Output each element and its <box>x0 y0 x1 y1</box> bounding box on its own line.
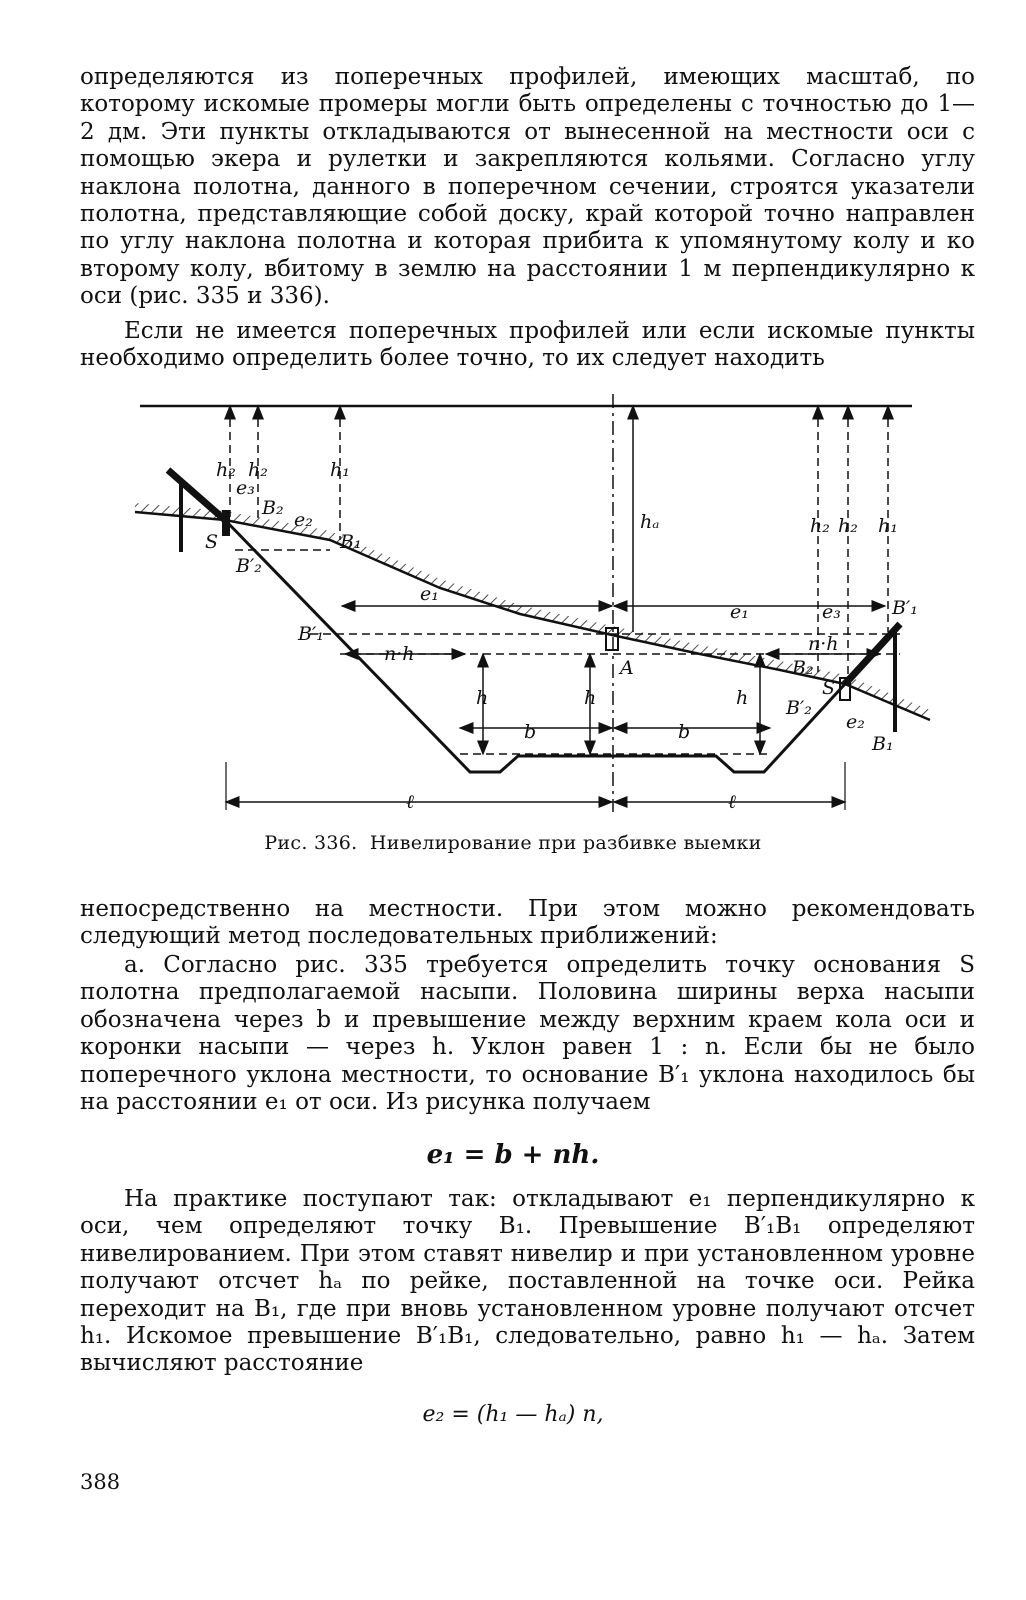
label-h2-right-2: h₂ <box>838 515 858 537</box>
paragraph-1: определяются из поперечных профилей, имеющих масштаб, по которому искомые промеры могли быть определены с точностью до 1—2 дм. Эти пункты откладываются от вынесенной на местности оси с помощью экера и рулетки и закрепляются кольями. Согласно углу наклона полотна, данного в поперечном сечении, строятся указатели полотна, представляющие собой доску, край которой точно направлен по углу наклона полотна и которая прибита к упомянутому колу и ко второму колу, вбитому в землю на расстоянии 1 м перпендикулярно к оси (рис. 335 и 336). <box>80 64 975 310</box>
label-e3-left: e₃ <box>236 477 255 499</box>
figure-caption <box>0 832 1026 854</box>
figure-number: Рис. 336. <box>264 832 358 854</box>
label-h-center: h <box>584 687 597 709</box>
formula-e2: e₂ = (h₁ — hₐ) n, <box>422 1402 604 1427</box>
label-B2p-right: B′₂ <box>786 697 812 719</box>
label-nh-right: n·h <box>808 633 839 655</box>
label-B1p-left: B′₁ <box>298 623 324 645</box>
label-e1-right: e₁ <box>730 601 749 623</box>
label-h1-left: h₁ <box>330 459 350 481</box>
label-l-left: ℓ <box>406 791 414 812</box>
label-B1-right: B₁ <box>872 733 894 755</box>
label-h1-right: h₁ <box>878 515 898 537</box>
paragraph-2: Если не имеется поперечных профилей или если искомые пункты необходимо определить более точно, то их следует находить <box>80 318 975 372</box>
figure-caption-text: Нивелирование при разбивке выемки <box>369 832 762 854</box>
label-S-left: S <box>205 531 219 553</box>
label-e2-right: e₂ <box>846 711 865 733</box>
label-ha: hₐ <box>640 511 660 533</box>
paragraph-3: непосредственно на местности. При этом можно рекомендовать следующий метод последовательных приближений: <box>80 896 975 950</box>
page-number: 388 <box>80 1470 121 1494</box>
label-e1-left: e₁ <box>420 583 439 605</box>
label-e3-right: e₃ <box>822 601 841 623</box>
label-h2-left-2: h₂ <box>248 459 268 481</box>
label-e2-left: e₂ <box>294 509 313 531</box>
label-B2p-left: B′₂ <box>236 555 262 577</box>
label-b-right: b <box>678 721 691 743</box>
label-h-right: h <box>736 687 749 709</box>
label-B2-left: B₂ <box>262 497 284 519</box>
label-l-right: ℓ <box>728 791 736 812</box>
label-A: A <box>620 657 634 679</box>
label-B1-left: B₁ <box>340 531 362 553</box>
label-S-right: S <box>822 677 836 699</box>
label-B1p-right: B′₁ <box>892 597 918 619</box>
label-b-left: b <box>524 721 537 743</box>
label-h2-right-1: h₂ <box>810 515 830 537</box>
figure-336-diagram <box>0 392 1026 812</box>
formula-e1: e₁ = b + nh. <box>426 1140 600 1170</box>
label-nh-left: n·h <box>384 643 415 665</box>
paragraph-5: На практике поступают так: откладывают e₁ перпендикулярно к оси, чем определяют точку B₁. Превышение B′₁B₁ определяют нивелированием. При этом ставят нивелир и при установленном уровне получают отсчет hₐ по рейке, поставленной на точке оси. Рейка переходит на B₁, где при вновь установленном уровне получают отсчет h₁. Искомое превышение B′₁B₁, следовательно, равно h₁ — hₐ. Затем вычисляют расстояние <box>80 1186 975 1377</box>
label-h-left: h <box>476 687 489 709</box>
label-B2-right: B₂ <box>792 657 814 679</box>
paragraph-4: а. Согласно рис. 335 требуется определить точку основания S полотна предполагаемой насыпи. Половина ширины верха насыпи обозначена через b и превышение между верхним краем кола оси и коронки насыпи — через h. Уклон равен 1 : n. Если бы не было поперечного уклона местности, то основание B′₁ уклона находилось бы на расстоянии e₁ от оси. Из рисунка получаем <box>80 952 975 1116</box>
label-h2-left-1: h₂ <box>216 459 236 481</box>
